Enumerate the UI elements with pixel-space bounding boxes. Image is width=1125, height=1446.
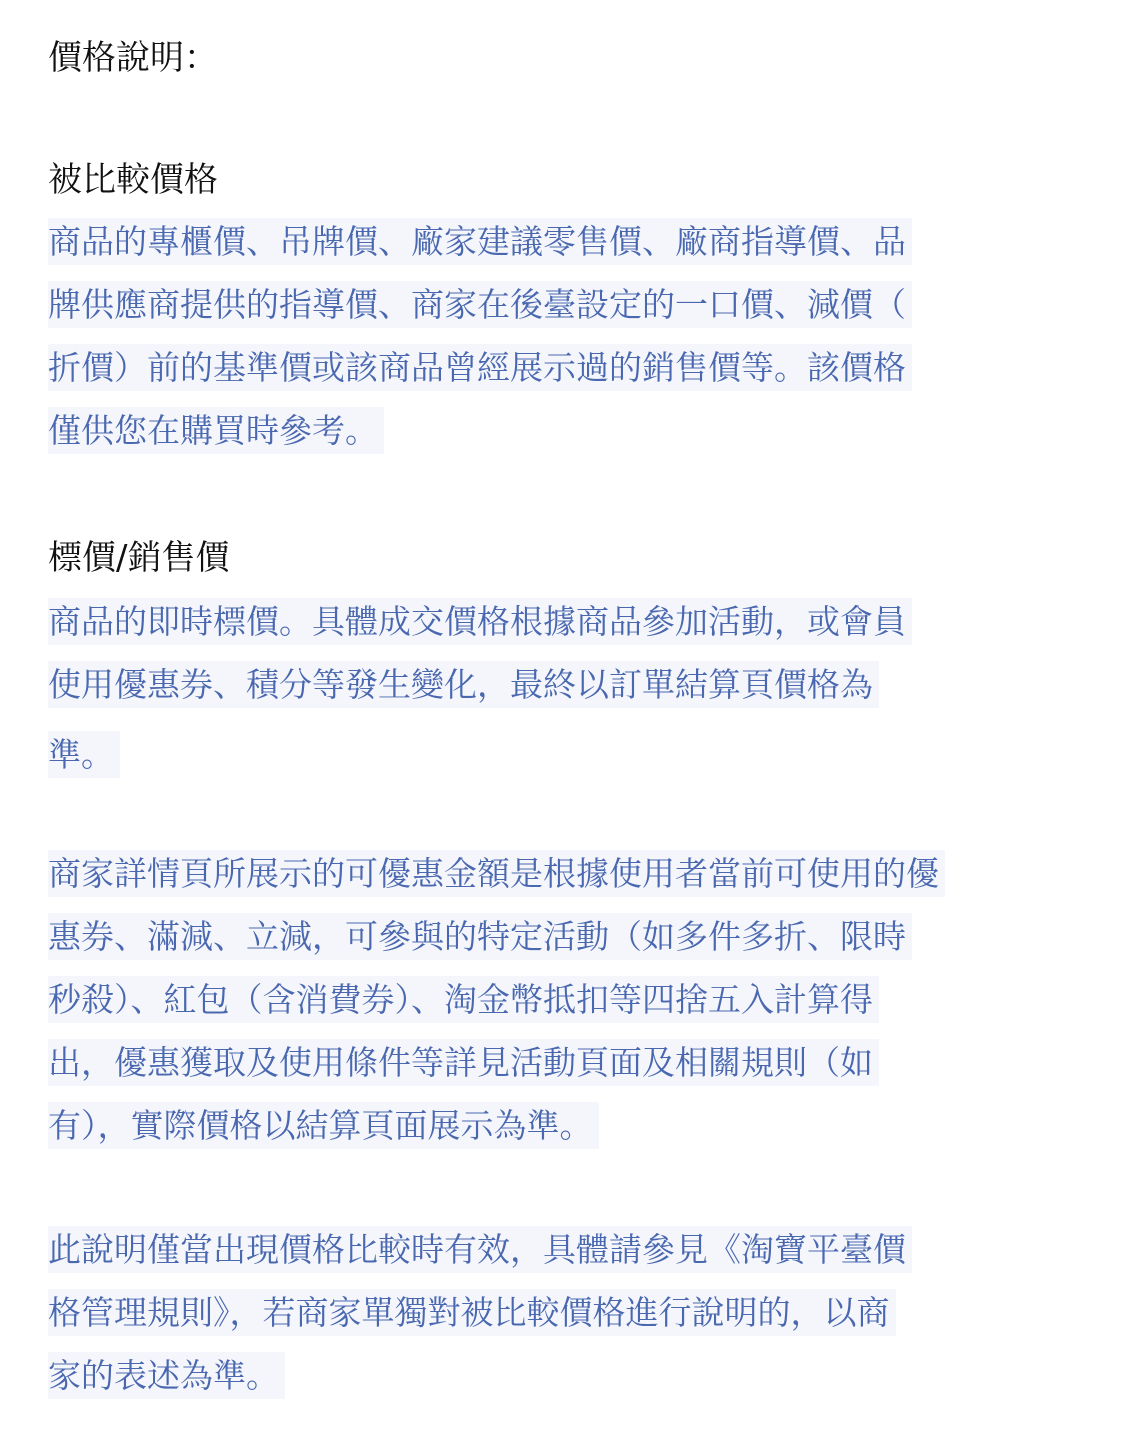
paragraph-line: 商品的即時標價。具體成交價格根據商品參加活動，或會員 [48,590,1048,653]
section-body-list-price [48,590,1048,786]
section-body-validity-note [48,1218,1048,1407]
paragraph-line: 格管理規則》，若商家單獨對被比較價格進行說明的，以商 [48,1281,1048,1344]
paragraph-line: 準。 [48,716,1048,786]
paragraph-line: 出，優惠獲取及使用條件等詳見活動頁面及相關規則（如 [48,1031,1048,1094]
paragraph-line: 僅供您在購買時參考。 [48,399,1048,462]
section-body-compared-price [48,210,1048,462]
section-heading-compared-price: 被比較價格 [48,160,218,200]
paragraph-line: 秒殺）、紅包（含消費券）、淘金幣抵扣等四捨五入計算得 [48,968,1048,1031]
section-heading-list-price: 標價/銷售價 [48,538,230,578]
section-body-discount-amount [48,842,1048,1157]
paragraph-line: 家的表述為準。 [48,1344,1048,1407]
page-title: 價格說明： [48,38,218,78]
paragraph-line: 牌供應商提供的指導價、商家在後臺設定的一口價、減價（ [48,273,1048,336]
paragraph-line: 折價）前的基準價或該商品曾經展示過的銷售價等。該價格 [48,336,1048,399]
paragraph-line: 使用優惠券、積分等發生變化，最終以訂單結算頁價格為 [48,653,1048,716]
paragraph-line: 商品的專櫃價、吊牌價、廠家建議零售價、廠商指導價、品 [48,210,1048,273]
paragraph-line: 此說明僅當出現價格比較時有效，具體請參見《淘寶平臺價 [48,1218,1048,1281]
paragraph-line: 有），實際價格以結算頁面展示為準。 [48,1094,1048,1157]
paragraph-line: 商家詳情頁所展示的可優惠金額是根據使用者當前可使用的優 [48,842,1048,905]
paragraph-line: 惠券、滿減、立減，可參與的特定活動（如多件多折、限時 [48,905,1048,968]
